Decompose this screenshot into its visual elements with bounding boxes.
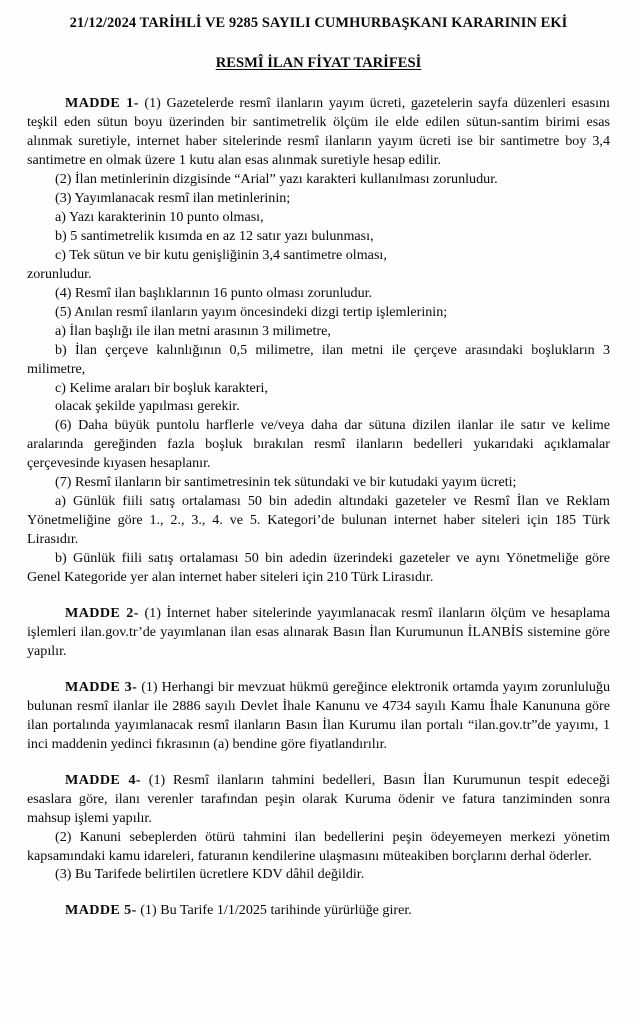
paragraph-m1-p5-closing: olacak şekilde yapılması gerekir. — [55, 398, 240, 415]
paragraph-text: (1) Gazetelerde resmî ilanların yayım ücreti, gazetelerin sayfa düzenleri esasını teşkil eden sütun boyu üzerinden bir santimetrelik ölçüm ile elde edilen sütun-santim birimi esas alınmak suretiyle, internet haber sitelerinde resmî ilanların yayım ücreti ise bir santimetre boy 3,4 santimetre en olmak üzere 1 kutu alan esas alınmak suretiyle hesap edilir. — [27, 95, 611, 169]
article-label-madde-2: MADDE 2- — [65, 605, 139, 622]
paragraph-m1-p3c: c) Tek sütun ve bir kutu genişliğinin 3,4 santimetre olması, — [55, 246, 387, 263]
article-label-madde-4: MADDE 4- — [65, 771, 141, 788]
paragraph-m1-p3-closing: zorunludur. — [27, 265, 92, 282]
paragraph-m4-p3: (3) Bu Tarifede belirtilen ücretlere KDV dâhil değildir. — [55, 866, 365, 883]
paragraph-m1-p5b: b) İlan çerçeve kalınlığının 0,5 milimetre, ilan metni ile çerçeve arasındaki boşlukların 3 milimetre, — [27, 341, 610, 377]
paragraph-m1-p3: (3) Yayımlanacak resmî ilan metinlerinin; — [55, 190, 291, 206]
article-label-madde-5: MADDE 5- — [65, 902, 137, 919]
paragraph-m1-p3b: b) 5 santimetrelik kısımda en az 12 satır yazı bulunması, — [55, 227, 374, 244]
paragraph-m1-p6: (6) Daha büyük puntolu harflerle ve/veya daha dar sütuna dizilen ilanlar ile satır ve kelime aralarında gereğinden fazla boşluk bırakılan resmî ilanların bedelleri yukarıdaki açıklamalar çerçevesinde kıyasen hesaplanır. — [27, 417, 610, 472]
document-body — [27, 94, 610, 920]
paragraph-m1-p7b: b) Günlük fiili satış ortalaması 50 bin adedin üzerindeki gazeteler ve aynı Yönetmeliğe göre Genel Kategoride yer alan internet haber siteleri için 210 Türk Lirasıdır. — [27, 550, 610, 586]
paragraph-m4-p2: (2) Kanuni sebeplerden ötürü tahmini ilan bedellerini peşin ödeyemeyen merkezi yönetim kapsamındaki kamu idareleri, faturanın kendilerine ulaşmasını müteakiben borçlarını derhal öderler. — [27, 828, 610, 864]
paragraph-m1-p2: (2) İlan metinlerinin dizgisinde “Arial” yazı karakteri kullanılması zorunludur. — [55, 171, 498, 188]
paragraph-text: (1) İnternet haber sitelerinde yayımlanacak resmî ilanların ölçüm ve hesaplama işlemleri ilan.gov.tr’de yayımlanan ilan esas alınarak Basın İlan Kurumunun İLANBİS sistemine göre yapılır. — [27, 605, 610, 659]
paragraph-m1-p7a: a) Günlük fiili satış ortalaması 50 bin adedin altındaki gazeteler ve Resmî İlan ve Reklam Yönetmeliğine göre 1., 2., 3., 4. ve 5. Kategori’de bulunan internet haber siteleri için 185 Türk Lirasıdır. — [27, 493, 610, 548]
paragraph-madde-2 — [27, 604, 610, 661]
document-subtitle-text: RESMÎ İLAN FİYAT TARİFESİ — [215, 55, 422, 71]
document-title: 21/12/2024 TARİHLİ VE 9285 SAYILI CUMHURBAŞKANI KARARININ EKİ — [69, 15, 568, 31]
paragraph-m1-p4: (4) Resmî ilan başlıklarının 16 punto olması zorunludur. — [55, 284, 373, 301]
paragraph-madde-5 — [27, 901, 610, 920]
paragraph-madde-3 — [27, 678, 610, 754]
paragraph-m1-p5: (5) Anılan resmî ilanların yayım öncesindeki dizgi tertip işlemlerinin; — [55, 303, 448, 320]
paragraph-text: (1) Resmî ilanların tahmini bedelleri, Basın İlan Kurumunun tespit edeceği esaslara göre, ilanı verenler tarafından peşin olarak Kuruma ödenir ve fatura tanziminden sonra mahsup işlemi yapılır. — [27, 771, 611, 826]
paragraph-madde-4 — [27, 771, 610, 828]
paragraph-madde-1-intro — [27, 94, 610, 170]
paragraph-m1-p7: (7) Resmî ilanların bir santimetresinin tek sütundaki ve bir kutudaki yayım ücreti; — [55, 474, 517, 491]
paragraph-m1-p5c: c) Kelime araları bir boşluk karakteri, — [55, 379, 268, 396]
paragraph-m1-p5a: a) İlan başlığı ile ilan metni arasının 3 milimetre, — [55, 322, 331, 339]
article-label-madde-1: MADDE 1- — [65, 95, 139, 112]
document-subtitle — [27, 54, 610, 72]
paragraph-text: (1) Herhangi bir mevzuat hükmü gereğince elektronik ortamda yayım zorunluluğu bulunan resmî ilanlar ile 2886 sayılı Devlet İhale Kanunu ve 4734 sayılı Kamu İhale Kanununa göre ilan portalında yayımlanacak resmî ilanların Basın İlan Kurumu ilan portalı “ilan.gov.tr”de yayımı, 1 inci maddenin yedinci fıkrasının (a) bendine göre fiyatlandırılır. — [27, 678, 610, 752]
article-label-madde-3: MADDE 3- — [65, 678, 138, 695]
paragraph-text: (1) Bu Tarife 1/1/2025 tarihinde yürürlüğe girer. — [140, 902, 412, 919]
paragraph-m1-p3a: a) Yazı karakterinin 10 punto olması, — [55, 208, 264, 225]
